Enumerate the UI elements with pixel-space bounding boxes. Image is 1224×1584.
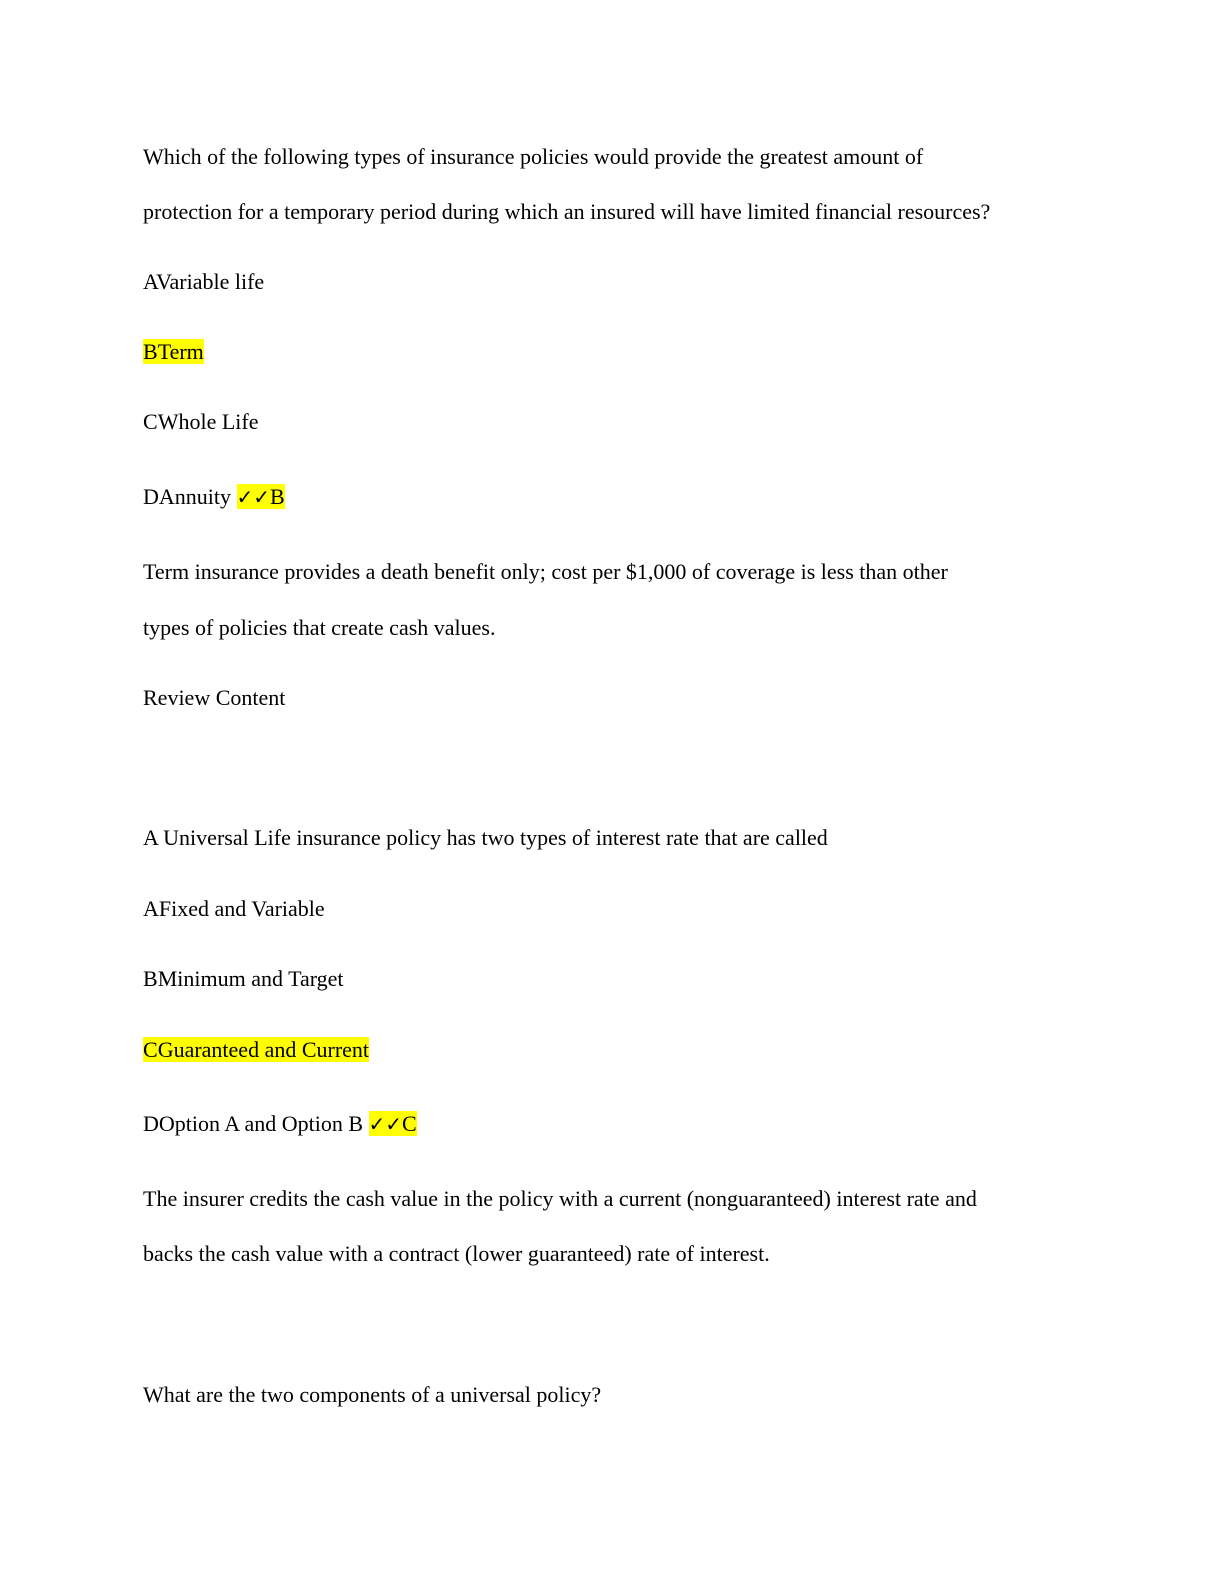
answer-marker (369, 1111, 417, 1136)
option-text: Minimum and Target (157, 966, 344, 991)
option-letter: D (143, 484, 159, 509)
question-2-option-a (143, 896, 325, 922)
question-1-option-a (143, 269, 264, 295)
question-1-prompt-line-2: protection for a temporary period during which an insured will have limited financial resources? (143, 199, 991, 224)
correct-letter: C (402, 1111, 417, 1136)
option-text: Guaranteed and Current (157, 1037, 370, 1062)
option-text: Annuity (158, 484, 232, 509)
option-letter: A (143, 896, 159, 921)
double-check-icon: ✓✓ (368, 1112, 403, 1136)
question-2-prompt-line-1: A Universal Life insurance policy has two types of interest rate that are called (143, 825, 828, 850)
correct-letter: B (270, 484, 285, 509)
option-letter: C (143, 409, 158, 434)
option-text: Variable life (156, 269, 265, 294)
correct-option-highlight (143, 1037, 369, 1062)
question-1-option-c (143, 409, 258, 435)
question-2-option-d (143, 1111, 417, 1137)
option-letter: A (143, 269, 157, 294)
option-letter: B (143, 966, 158, 991)
option-text: Whole Life (157, 409, 259, 434)
question-1-prompt-line-1: Which of the following types of insurance policies would provide the greatest amount of (143, 144, 924, 169)
option-letter: D (143, 1111, 159, 1136)
option-letter: C (143, 1037, 158, 1062)
question-1-explanation-line-1: Term insurance provides a death benefit only; cost per $1,000 of coverage is less than other (143, 559, 948, 584)
double-check-icon: ✓✓ (236, 485, 271, 509)
question-2-explanation-line-2: backs the cash value with a contract (lower guaranteed) rate of interest. (143, 1241, 770, 1266)
option-text: Fixed and Variable (158, 896, 325, 921)
question-2-explanation-line-1: The insurer credits the cash value in the policy with a current (nonguaranteed) interest rate and (143, 1186, 977, 1211)
question-1-option-d (143, 484, 285, 510)
correct-option-highlight (143, 339, 204, 364)
option-text: Option A and Option B (158, 1111, 364, 1136)
answer-marker (237, 484, 285, 509)
option-text: Term (157, 339, 204, 364)
question-1-explanation-line-2: types of policies that create cash values. (143, 615, 496, 640)
review-content-link[interactable]: Review Content (143, 685, 286, 710)
question-2-option-c (143, 1037, 369, 1063)
question-1-option-b (143, 339, 204, 365)
question-2-option-b (143, 966, 344, 992)
option-letter: B (143, 339, 158, 364)
question-3-prompt-line-1: What are the two components of a universal policy? (143, 1382, 602, 1407)
